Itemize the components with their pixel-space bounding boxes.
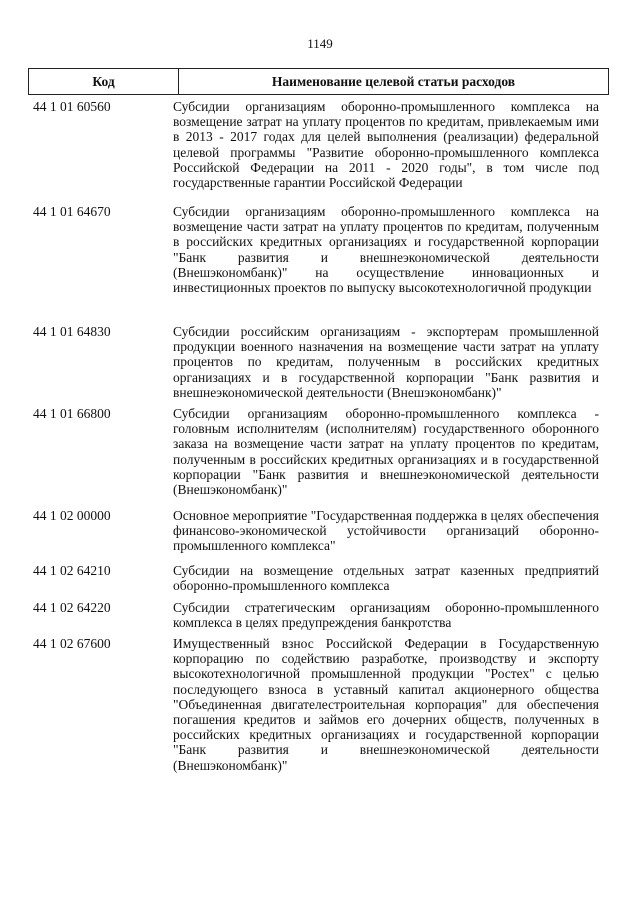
table-row <box>28 559 609 596</box>
header-code: Код <box>29 69 179 94</box>
table-row <box>28 402 609 504</box>
row-text: Субсидии организациям оборонно-промышленного комплекса - головным исполнителям (исполнителям) государственного оборонного заказа на возмещение части затрат на уплату процентов по кредитам, полученным в российских кредитных организациях и в государственной корпорации "Банк развития и внешнеэкономической деятельности (Внешэкономбанк)" <box>173 406 599 498</box>
row-text: Субсидии организациям оборонно-промышленного комплекса на возмещение части затрат на уплату процентов по кредитам, полученным в российских кредитных организациях и государственной корпорации "Банк развития и внешнеэкономической деятельности (Внешэкономбанк)" на осуществление инновационных и инвестиционных проектов по выпуску высокотехнологичной продукции <box>173 204 599 296</box>
row-text: Имущественный взнос Российской Федерации в Государственную корпорацию по содействию разработке, производству и экспорту высокотехнологичной промышленной продукции "Ростех" с целью последующего взноса в уставный капитал акционерного общества "Объединенная двигателестроительная корпорация" для обеспечения погашения кредитов и займов его дочерних обществ, полученных в российских кредитных организациях и государственной корпорации "Банк развития и внешнеэкономической деятельности (Внешэкономбанк)" <box>173 636 599 773</box>
row-code: 44 1 01 64830 <box>33 324 111 339</box>
row-code: 44 1 02 67600 <box>33 636 111 651</box>
table-row <box>28 320 609 402</box>
row-text: Основное мероприятие "Государственная поддержка в целях обеспечения финансово-экономической устойчивости организаций оборонно-промышленного комплекса" <box>173 508 599 554</box>
row-code: 44 1 01 66800 <box>33 406 111 421</box>
row-code: 44 1 02 00000 <box>33 508 111 523</box>
row-code: 44 1 02 64220 <box>33 600 111 615</box>
page-number: 1149 <box>307 36 333 51</box>
table-row <box>28 504 609 559</box>
table-row <box>28 632 609 792</box>
row-text: Субсидии российским организациям - экспортерам промышленной продукции военного назначения на возмещение части затрат на уплату процентов по кредитам, полученным в российских кредитных организациях и в государственной корпорации "Банк развития и внешнеэкономической деятельности (Внешэкономбанк)" <box>173 324 599 400</box>
row-code: 44 1 01 60560 <box>33 99 111 114</box>
row-code: 44 1 02 64210 <box>33 563 111 578</box>
row-code: 44 1 01 64670 <box>33 204 111 219</box>
row-text: Субсидии на возмещение отдельных затрат казенных предприятий оборонно-промышленного комплекса <box>173 563 599 594</box>
row-text: Субсидии организациям оборонно-промышленного комплекса на возмещение затрат на уплату процентов по кредитам, привлекаемым ими в 2013 - 2017 годах для целей выполнения (реализации) федеральной целевой программы "Развитие оборонно-промышленного комплекса Российской Федерации на 2011 - 2020 годы", в том числе под государственные гарантии Российской Федерации <box>173 99 599 191</box>
row-text: Субсидии стратегическим организациям оборонно-промышленного комплекса в целях предупреждения банкротства <box>173 600 599 631</box>
table-row <box>28 95 609 200</box>
table-body <box>28 95 609 792</box>
table-row <box>28 596 609 632</box>
table-row <box>28 200 609 320</box>
table-header <box>28 68 609 95</box>
header-name: Наименование целевой статьи расходов <box>271 73 516 89</box>
